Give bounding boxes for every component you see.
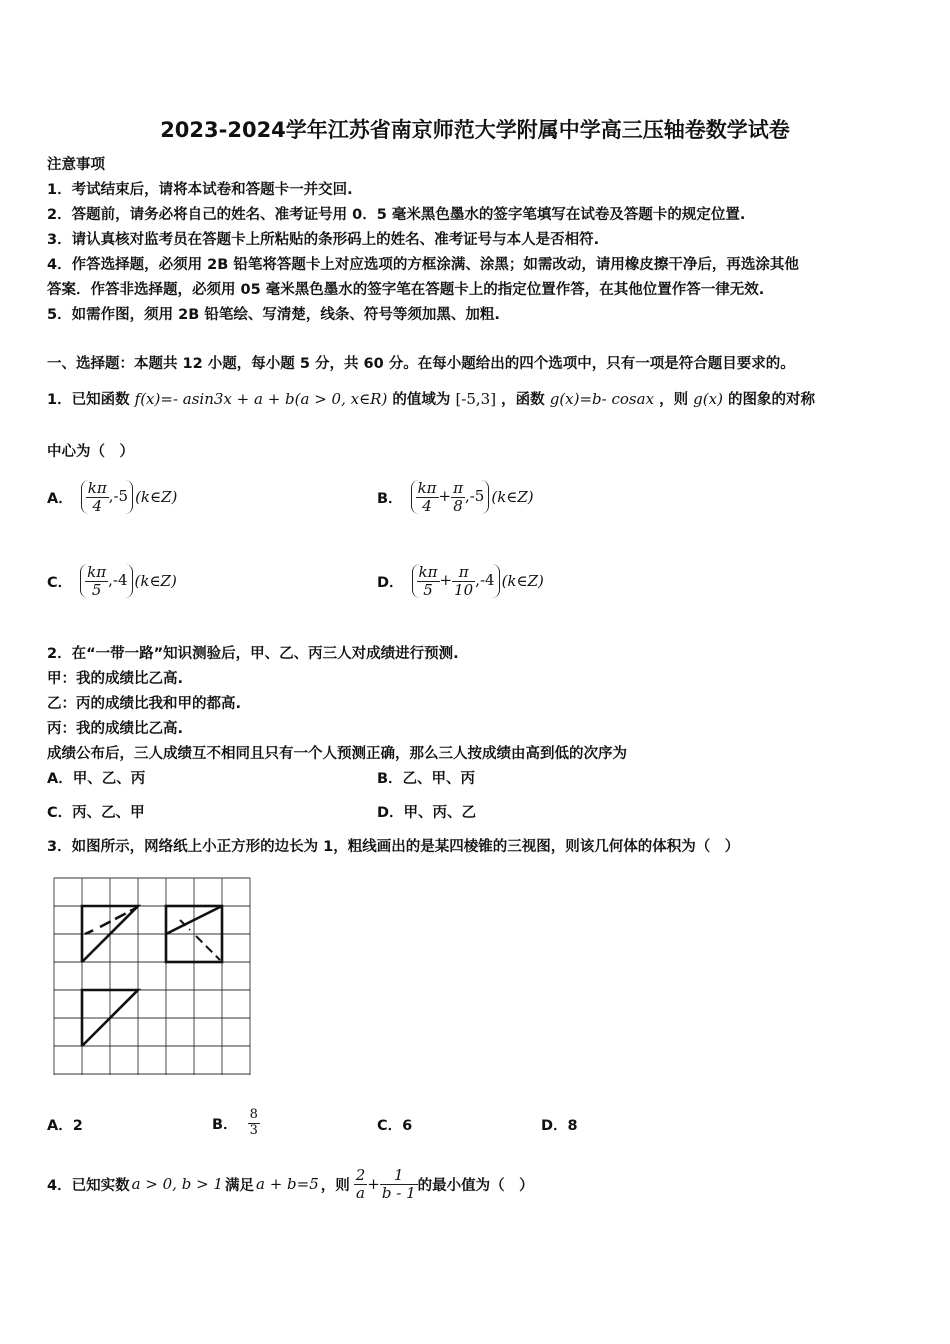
q1-comma-func: ，函数 <box>501 392 545 408</box>
q4-condition-1: a > 0, b > 1 <box>131 1175 223 1193</box>
notice-item: 答案．作答非选择题，必须用 05 毫米黑色墨水的签字笔在答题卡上的指定位置作答，在其他位置作答一律无效. <box>47 282 765 298</box>
frac-numerator: 8 <box>249 1107 258 1123</box>
q4-satisfies: 满足 <box>224 1177 254 1194</box>
q2-option-d[interactable]: D．甲、丙、乙 <box>377 805 477 821</box>
q1-line2: 中心为（ ） <box>47 444 134 460</box>
frac-denominator: 5 <box>423 580 433 599</box>
q2-stem: 2．在“一带一路”知识测验后，甲、乙、丙三人对成绩进行预测. <box>47 646 459 662</box>
frac-denominator: 10 <box>454 580 474 599</box>
q1-option-b[interactable] <box>377 470 534 524</box>
q1-function-g: g(x)=b- cosax <box>549 390 655 408</box>
q4-stem <box>47 1158 534 1210</box>
option-label: B． <box>212 1116 238 1133</box>
frac-numerator: 2 <box>355 1166 366 1184</box>
option-plus: + <box>438 487 452 505</box>
notice-heading: 注意事项 <box>47 157 105 173</box>
page-title: 2023-2024学年江苏省南京师范大学附属中学高三压轴卷数学试卷 <box>160 118 790 142</box>
frac-denominator: 4 <box>422 496 432 515</box>
option-condition: (k∈Z) <box>135 488 178 506</box>
q1-gx: g(x) <box>693 390 723 408</box>
q1-tail: 的图象的对称 <box>727 392 815 408</box>
q3-option-d[interactable]: D．8 <box>541 1118 578 1134</box>
frac-numerator: kπ <box>87 479 107 497</box>
q3-option-c[interactable]: C．6 <box>377 1118 413 1134</box>
q1-range-label: 的值域为 <box>392 392 451 408</box>
option-plus: + <box>439 571 453 589</box>
option-label: A． <box>47 490 73 507</box>
q2-statement: 丙：我的成绩比乙高. <box>47 721 184 737</box>
frac-denominator: 4 <box>92 496 102 515</box>
q3-option-a[interactable]: A．2 <box>47 1118 83 1134</box>
option-label: D． <box>377 574 404 591</box>
q2-option-c[interactable]: C．丙、乙、甲 <box>47 805 145 821</box>
notice-item: 3．请认真核对监考员在答题卡上所粘贴的条形码上的姓名、准考证号与本人是否相符. <box>47 232 600 248</box>
q1-function-f: f(x)=- asin3x + a + b(a > 0, x∈R) <box>134 390 388 408</box>
q4-number: 4．已知实数 <box>47 1177 130 1194</box>
option-label: C． <box>47 574 73 591</box>
frac-denominator: 8 <box>453 496 463 515</box>
frac-numerator: π <box>453 479 463 497</box>
q1-then: ，则 <box>659 392 689 408</box>
q2-option-b[interactable]: B．乙、甲、丙 <box>377 771 476 787</box>
option-condition: (k∈Z) <box>501 572 544 590</box>
option-bracket <box>80 564 132 598</box>
option-rest: ,-5 <box>464 487 485 505</box>
frac-numerator: kπ <box>417 479 437 497</box>
q3-stem: 3．如图所示，网络纸上小正方形的边长为 1，粗线画出的是某四棱锥的三视图，则该几何体的体积为（ ） <box>47 839 740 855</box>
q1-option-d[interactable] <box>377 554 544 608</box>
option-rest: ,-4 <box>475 571 495 589</box>
notice-item: 1．考试结束后，请将本试卷和答题卡一并交回. <box>47 182 353 198</box>
q4-condition-2: a + b=5 <box>255 1175 319 1193</box>
q1-number: 1．已知函数 <box>47 392 130 408</box>
q4-tail: 的最小值为（ ） <box>417 1177 534 1194</box>
frac-denominator: a <box>356 1183 365 1202</box>
option-condition: (k∈Z) <box>491 488 534 506</box>
frac-numerator: π <box>452 564 475 582</box>
option-rest: ,-4 <box>108 571 128 589</box>
frac-numerator: 1 <box>380 1167 418 1185</box>
three-view-figure <box>50 874 260 1079</box>
notice-item: 5．如需作图，须用 2B 铅笔绘、写清楚，线条、符号等须加黑、加粗. <box>47 307 500 323</box>
notice-item: 2．答题前，请务必将自己的姓名、准考证号用 0．5 毫米黑色墨水的签字笔填写在试卷及答题卡的规定位置. <box>47 207 746 223</box>
q1-option-c[interactable] <box>47 554 177 608</box>
frac-numerator: kπ <box>87 563 107 581</box>
option-bracket <box>81 480 133 514</box>
q1-option-a[interactable] <box>47 470 177 524</box>
q4-then: ，则 <box>320 1177 350 1194</box>
q4-plus: + <box>367 1175 380 1193</box>
q2-statement: 甲：我的成绩比乙高. <box>47 671 184 687</box>
q3-option-b[interactable] <box>212 1102 260 1144</box>
question-1-stem <box>47 384 815 414</box>
option-label: B． <box>377 490 403 507</box>
q2-option-a[interactable]: A．甲、乙、丙 <box>47 771 146 787</box>
option-bracket <box>411 480 490 514</box>
q1-range: [-5,3] <box>455 390 497 408</box>
section-heading: 一、选择题：本题共 12 小题，每小题 5 分，共 60 分。在每小题给出的四个选项中，只有一项是符合题目要求的。 <box>47 356 795 372</box>
q2-question: 成绩公布后，三人成绩互不相同且只有一个人预测正确，那么三人按成绩由高到低的次序为 <box>47 746 627 762</box>
option-bracket <box>412 564 500 598</box>
frac-denominator: 3 <box>249 1122 258 1138</box>
q2-statement: 乙：丙的成绩比我和甲的都高. <box>47 696 242 712</box>
frac-numerator: kπ <box>418 563 438 581</box>
frac-denominator: b - 1 <box>381 1183 416 1202</box>
frac-denominator: 5 <box>91 580 102 599</box>
notice-item: 4．作答选择题，必须用 2B 铅笔将答题卡上对应选项的方框涂满、涂黑；如需改动，请用橡皮擦干净后，再选涂其他 <box>47 257 799 273</box>
option-rest: ,-5 <box>108 487 129 505</box>
option-condition: (k∈Z) <box>134 572 177 590</box>
